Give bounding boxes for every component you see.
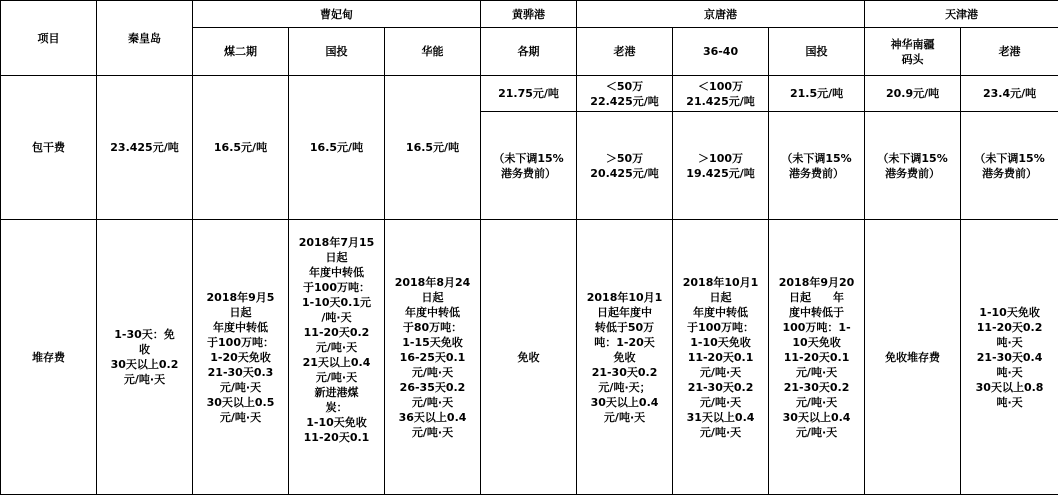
baogan-guotou-jt-bottom: （未下调15% 港务费前） xyxy=(769,112,865,220)
baogan-laogang-jt-top: ＜50万 22.425元/吨 xyxy=(577,76,673,112)
baogan-coal2: 16.5元/吨 xyxy=(193,76,289,220)
subheader-gebi: 各期 xyxy=(481,28,577,76)
duicun-berth-36-40: 2018年10月1 日起 年度中转低 于100万吨： 1-10天免收 11-20天0.1 元/吨·天 21-30天0.2 元/吨·天 31天以上0.4 元/吨·天 xyxy=(673,220,769,495)
subheader-berth-36-40: 36-40 xyxy=(673,28,769,76)
header-jingtang: 京唐港 xyxy=(577,1,865,28)
baogan-shenhua-bottom: （未下调15% 港务费前） xyxy=(865,112,961,220)
header-tianjin: 天津港 xyxy=(865,1,1058,28)
duicun-row xyxy=(1,220,1058,495)
baogan-row-top xyxy=(1,76,1058,112)
duicun-guotou-cfd-text: 2018年7月15 日起 年度中转低 于100万吨： 1-10天0.1元 /吨·天 11-20天0.2 元/吨·天 21天以上0.4 元/吨·天 新进港煤 炭： 1-10天免收 11-20天0.1 xyxy=(291,235,382,479)
duicun-shenhua: 免收堆存费 xyxy=(865,220,961,495)
baogan-guotou-cfd: 16.5元/吨 xyxy=(289,76,385,220)
header-item: 项目 xyxy=(1,1,97,76)
subheader-laogang-tj: 老港 xyxy=(961,28,1058,76)
baogan-qinhuangdao: 23.425元/吨 xyxy=(97,76,193,220)
duicun-laogang-jt: 2018年10月1 日起年度中 转低于50万 吨：1-20天 免收 21-30天0.2 元/吨·天； 30天以上0.4 元/吨·天 xyxy=(577,220,673,495)
duicun-qinhuangdao: 1-30天：免 收 30天以上0.2 元/吨·天 xyxy=(97,220,193,495)
duicun-coal2: 2018年9月5 日起 年度中转低 于100万吨： 1-20天免收 21-30天0.3 元/吨·天 30天以上0.5 元/吨·天 xyxy=(193,220,289,495)
duicun-guotou-jt: 2018年9月20 日起 年 度中转低于 100万吨：1- 10天免收 11-20天0.1 元/吨·天 21-30天0.2 元/吨·天 30天以上0.4 元/吨·天 xyxy=(769,220,865,495)
baogan-shenhua-top: 20.9元/吨 xyxy=(865,76,961,112)
header-huanghua: 黄骅港 xyxy=(481,1,577,28)
row-label-baogan: 包干费 xyxy=(1,76,97,220)
header-row xyxy=(1,1,1058,28)
subheader-shenhua-nanjiang: 神华南疆 码头 xyxy=(865,28,961,76)
subheader-huaneng: 华能 xyxy=(385,28,481,76)
row-label-duicun: 堆存费 xyxy=(1,220,97,495)
subheader-laogang-jt: 老港 xyxy=(577,28,673,76)
baogan-laogang-tj-bottom: （未下调15% 港务费前） xyxy=(961,112,1058,220)
duicun-laogang-tj: 1-10天免收 11-20天0.2 吨·天 21-30天0.4 吨·天 30天以上0.8 吨·天 xyxy=(961,220,1058,495)
duicun-guotou-cfd xyxy=(289,220,385,495)
baogan-berth-36-40-bottom: ＞100万 19.425元/吨 xyxy=(673,112,769,220)
baogan-laogang-tj-top: 23.4元/吨 xyxy=(961,76,1058,112)
header-qinhuangdao: 秦皇岛 xyxy=(97,1,193,76)
duicun-huaneng: 2018年8月24 日起 年度中转低 于80万吨： 1-15天免收 16-25天0.1 元/吨·天 26-35天0.2 元/吨·天 36天以上0.4 元/吨·天 xyxy=(385,220,481,495)
baogan-huanghua-top: 21.75元/吨 xyxy=(481,76,577,112)
header-caofeidian: 曹妃甸 xyxy=(193,1,481,28)
baogan-huaneng: 16.5元/吨 xyxy=(385,76,481,220)
subheader-guotou-cfd: 国投 xyxy=(289,28,385,76)
baogan-laogang-jt-bottom: ＞50万 20.425元/吨 xyxy=(577,112,673,220)
duicun-huanghua: 免收 xyxy=(481,220,577,495)
baogan-guotou-jt-top: 21.5元/吨 xyxy=(769,76,865,112)
baogan-huanghua-bottom: （未下调15% 港务费前） xyxy=(481,112,577,220)
baogan-berth-36-40-top: ＜100万 21.425元/吨 xyxy=(673,76,769,112)
subheader-coal2: 煤二期 xyxy=(193,28,289,76)
subheader-guotou-jt: 国投 xyxy=(769,28,865,76)
